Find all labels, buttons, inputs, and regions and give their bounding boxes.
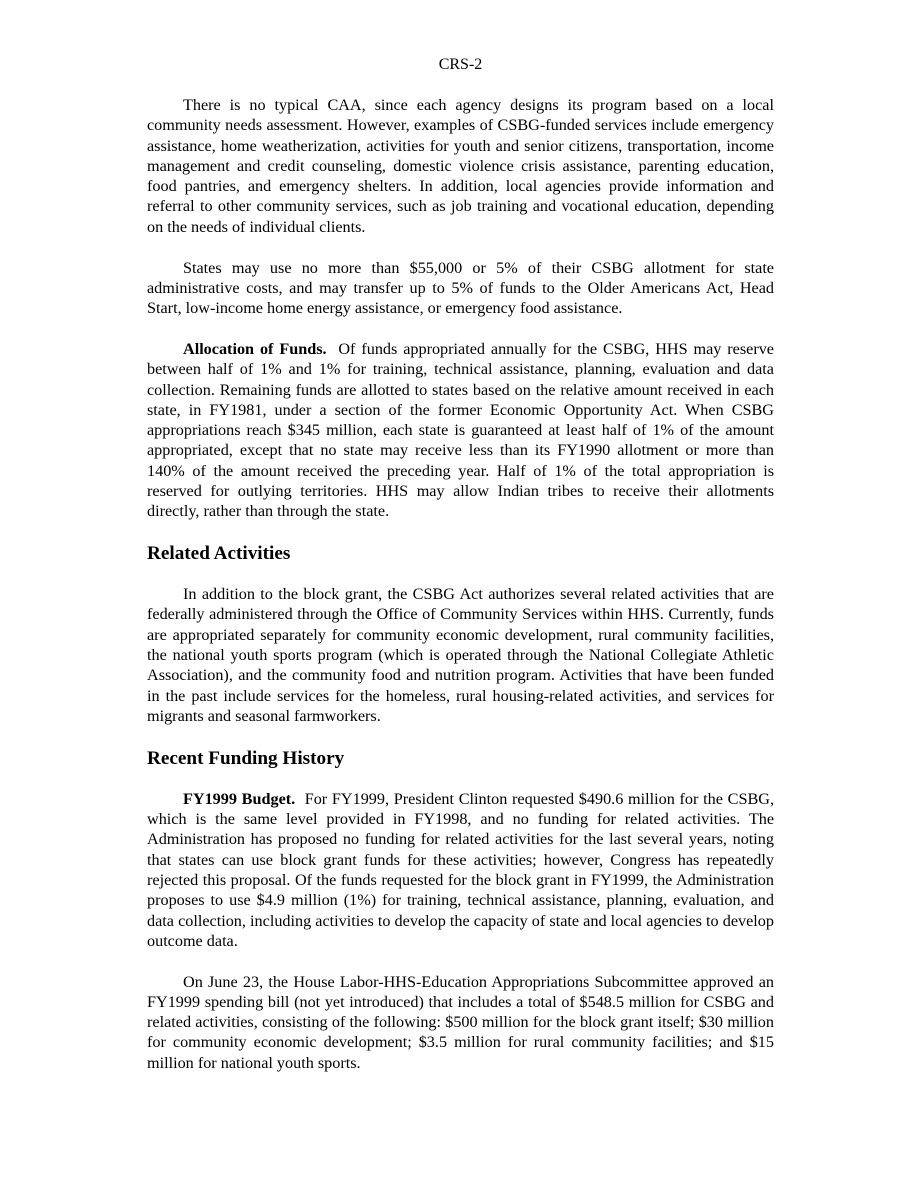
paragraph-state-admin-costs: States may use no more than $55,000 or 5% of their CSBG allotment for state administrative costs, and may transfer up to 5% of funds to the Older Americans Act, Head Start, low-income home energy assistance, or emergency food assistance. — [147, 258, 774, 318]
run-in-heading-fy1999: FY1999 Budget. — [183, 789, 296, 808]
run-in-heading-allocation: Allocation of Funds. — [183, 339, 327, 358]
paragraph-fy1999-text: For FY1999, President Clinton requested $490.6 million for the CSBG, which is the same level provided in FY1998, and no funding for related activities. The Administration has proposed no funding for related activities for the last several years, noting that states can use block grant funds for these activities; however, Congress has repeatedly rejected this proposal. Of the funds requested for the block grant in FY1999, the Administration proposes to use $4.9 million (1%) for training, technical assistance, planning, evaluation, and data collection, including activities to develop the capacity of state and local agencies to develop outcome data. — [147, 789, 774, 950]
paragraph-related-activities: In addition to the block grant, the CSBG Act authorizes several related activities that are federally administered through the Office of Community Services within HHS. Currently, funds are appropriated separately for community economic development, rural community facilities, the national youth sports program (which is operated through the National Collegiate Athletic Association), and the community food and nutrition program. Activities that have been funded in the past include services for the homeless, rural housing-related activities, and services for migrants and seasonal farmworkers. — [147, 585, 774, 725]
paragraph-allocation-text: Of funds appropriated annually for the CSBG, HHS may reserve between half of 1% and 1% for training, technical assistance, planning, evaluation and data collection. Remaining funds are allotted to states based on the relative amount received in each state, in FY1981, under a section of the former Economic Opportunity Act. When CSBG appropriations reach $345 million, each state is guaranteed at least half of 1% of the amount appropriated, except that no state may receive less than its FY1990 allotment or more than 140% of the amount received the preceding year. Half of 1% of the total appropriation is reserved for outlying territories. HHS may allow Indian tribes to receive their allotments directly, rather than through the state. — [147, 339, 774, 521]
section-heading-related-activities: Related Activities — [147, 543, 291, 565]
page-header: CRS-2 — [438, 56, 483, 73]
paragraph-caa-services: There is no typical CAA, since each agency designs its program based on a local community needs assessment. However, examples of CSBG-funded services include emergency assistance, home weatherization, activities for youth and senior citizens, transportation, income management and credit counseling, domestic violence crisis assistance, parenting education, food pantries, and emergency shelters. In addition, local agencies provide information and referral to other community services, such as job training and vocational education, depending on the needs of individual clients. — [147, 96, 774, 236]
paragraph-allocation-of-funds — [147, 339, 774, 522]
document-body — [147, 95, 774, 1094]
paragraph-house-subcommittee: On June 23, the House Labor-HHS-Education Appropriations Subcommittee approved an FY1999 spending bill (not yet introduced) that includes a total of $548.5 million for CSBG and related activities, consisting of the following: $500 million for the block grant itself; $30 million for community economic development; $3.5 million for rural community facilities; and $15 million for national youth sports. — [147, 972, 774, 1072]
paragraph-fy1999-budget — [147, 789, 774, 951]
section-heading-recent-funding-history: Recent Funding History — [147, 747, 345, 769]
